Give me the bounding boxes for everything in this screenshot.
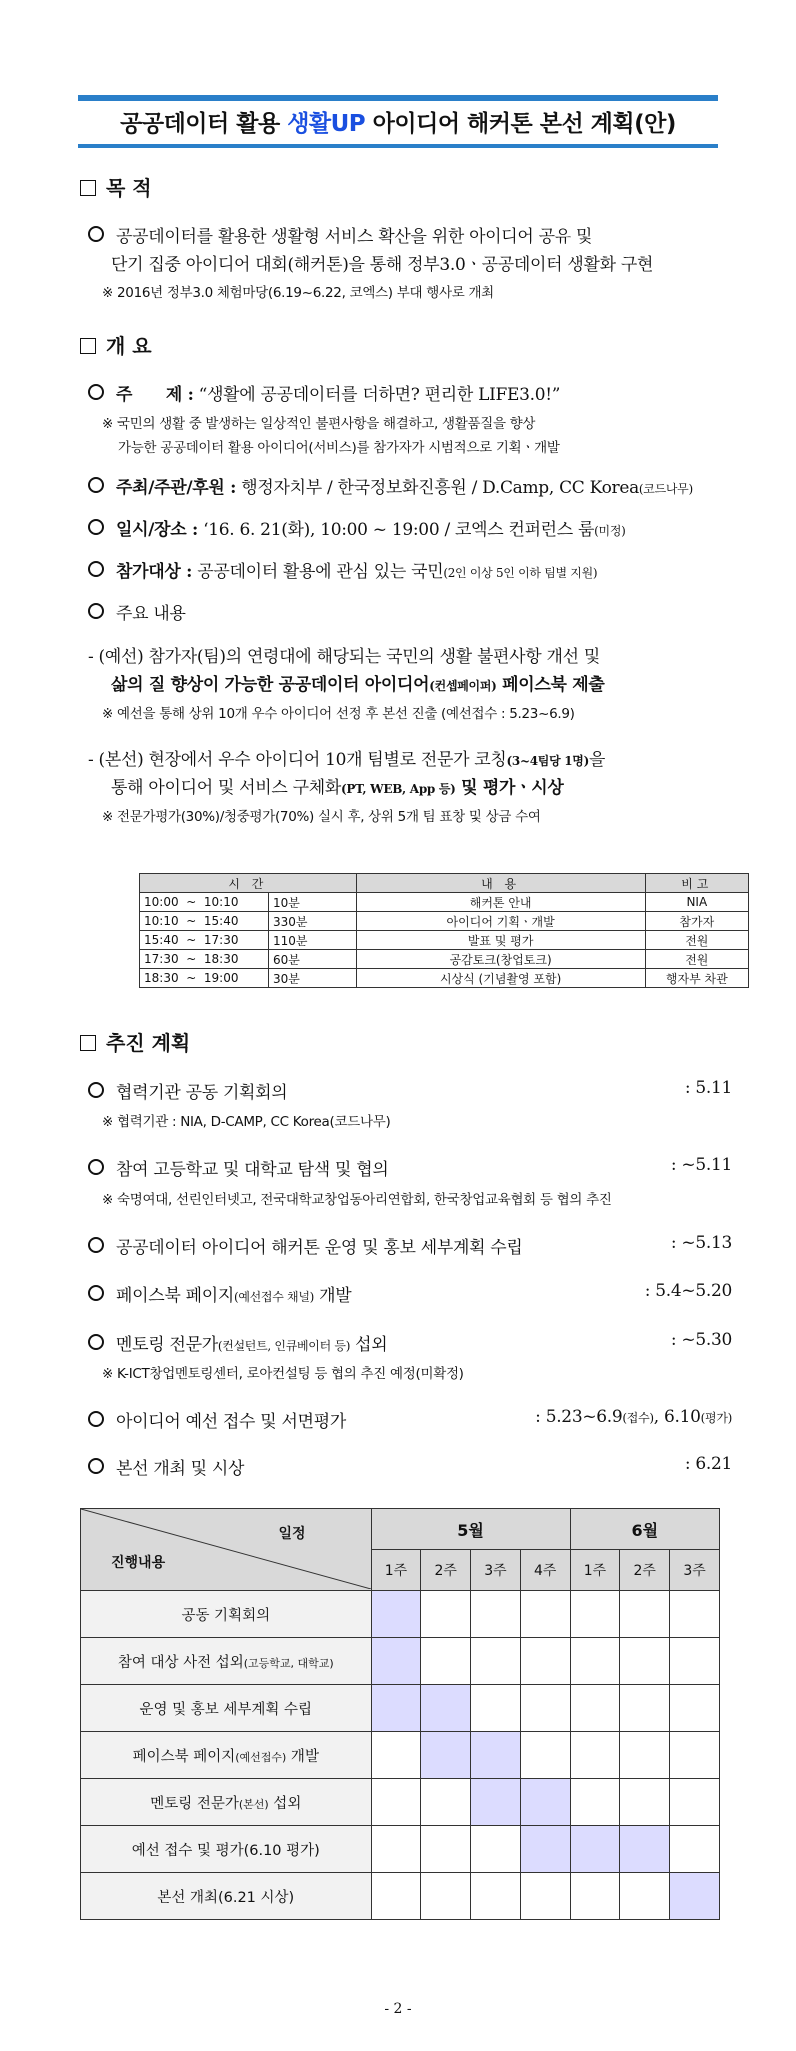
plan-item-4: 페이스북 페이지(예선접수 채널) 개발 : 5.4~5.20 — [88, 1281, 728, 1306]
gantt-cell-active — [421, 1685, 471, 1732]
row-note: NIA — [645, 893, 748, 912]
gantt-cell-empty — [371, 1873, 421, 1920]
header-content: 내 용 — [356, 874, 645, 893]
page-number: - 2 - — [384, 2001, 412, 2017]
row-duration: 110분 — [269, 931, 357, 950]
gantt-cell-empty — [471, 1873, 521, 1920]
preliminary-line-1: - (예선) 참가자(팀)의 연령대에 해당되는 국민의 생활 불편사항 개선 및 — [88, 647, 601, 667]
gantt-cell-empty — [421, 1826, 471, 1873]
gantt-cell-empty — [471, 1826, 521, 1873]
plan-item-1: 협력기관 공동 기획회의 : 5.11 — [88, 1078, 728, 1103]
gantt-cell-empty — [670, 1732, 720, 1779]
target-line: 참가대상 : 공공데이터 활용에 관심 있는 국민(2인 이상 5인 이하 팀별 지원) — [88, 557, 597, 582]
gantt-cell-empty — [421, 1873, 471, 1920]
gantt-table — [80, 1508, 720, 1920]
gantt-task-name: 멘토링 전문가(본선) 섭외 — [81, 1779, 372, 1826]
plan-item-1-date: : 5.11 — [684, 1078, 732, 1098]
title-bottom-rule — [78, 144, 718, 148]
table-row — [140, 893, 749, 912]
gantt-task-row — [81, 1873, 720, 1920]
gantt-cell-empty — [421, 1638, 471, 1685]
row-time: 10:10 ~ 15:40 — [140, 912, 269, 931]
gantt-corner-task: 진행내용 — [111, 1555, 166, 1571]
theme-note-2: 가능한 공공데이터 활용 아이디어(서비스)를 참가자가 시범적으로 기획ㆍ개발 — [118, 440, 560, 456]
purpose-line-1: 공공데이터를 활용한 생활형 서비스 확산을 위한 아이디어 공유 및 — [88, 222, 592, 247]
table-row — [140, 950, 749, 969]
gantt-week-header: 3주 — [471, 1550, 521, 1591]
gantt-corner-schedule: 일정 — [278, 1526, 306, 1542]
gantt-cell-empty — [520, 1591, 570, 1638]
gantt-task-row — [81, 1685, 720, 1732]
checkbox-icon — [80, 338, 96, 354]
row-time: 18:30 ~ 19:00 — [140, 969, 269, 988]
gantt-cell-empty — [471, 1685, 521, 1732]
gantt-task-name: 운영 및 홍보 세부계획 수립 — [81, 1685, 372, 1732]
gantt-cell-empty — [471, 1591, 521, 1638]
hollow-circle-icon — [88, 384, 104, 400]
gantt-cell-active — [371, 1685, 421, 1732]
gantt-cell-empty — [620, 1779, 670, 1826]
table-row — [140, 912, 749, 931]
gantt-task-row — [81, 1826, 720, 1873]
table-row — [140, 969, 749, 988]
row-content: 발표 및 평가 — [356, 931, 645, 950]
gantt-cell-empty — [520, 1873, 570, 1920]
gantt-cell-empty — [520, 1638, 570, 1685]
row-note: 전원 — [645, 931, 748, 950]
diagonal-line — [81, 1509, 371, 1589]
gantt-cell-active — [570, 1826, 620, 1873]
gantt-cell-empty — [670, 1685, 720, 1732]
plan-item-5-note: ※ K-ICT창업멘토링센터, 로아컨설팅 등 협의 추진 예정(미확정) — [102, 1366, 464, 1382]
table-row — [140, 931, 749, 950]
row-time: 15:40 ~ 17:30 — [140, 931, 269, 950]
gantt-task-row — [81, 1779, 720, 1826]
gantt-cell-empty — [620, 1873, 670, 1920]
day-schedule-table — [139, 873, 749, 988]
hollow-circle-icon — [88, 1285, 104, 1301]
row-duration: 30분 — [269, 969, 357, 988]
date-line: 일시/장소 : ‘16. 6. 21(화), 10:00 ~ 19:00 / 코엑스 컨퍼런스 룸(미정) — [88, 515, 626, 540]
plan-item-6: 아이디어 예선 접수 및 서면평가 : 5.23~6.9(접수), 6.10(평가) — [88, 1407, 728, 1432]
gantt-cell-empty — [471, 1638, 521, 1685]
gantt-cell-active — [520, 1826, 570, 1873]
row-time: 17:30 ~ 18:30 — [140, 950, 269, 969]
gantt-week-header: 4주 — [520, 1550, 570, 1591]
gantt-cell-empty — [371, 1732, 421, 1779]
hollow-circle-icon — [88, 603, 104, 619]
row-time: 10:00 ~ 10:10 — [140, 893, 269, 912]
gantt-cell-empty — [670, 1779, 720, 1826]
final-line-2: 통해 아이디어 및 서비스 구체화(PT, WEB, App 등) 및 평가ㆍ시상 — [111, 778, 564, 798]
gantt-cell-active — [471, 1732, 521, 1779]
gantt-cell-active — [520, 1779, 570, 1826]
section-heading-overview: 개 요 — [80, 330, 152, 359]
gantt-cell-empty — [570, 1732, 620, 1779]
hollow-circle-icon — [88, 1237, 104, 1253]
hollow-circle-icon — [88, 519, 104, 535]
gantt-task-name: 페이스북 페이지(예선접수) 개발 — [81, 1732, 372, 1779]
hollow-circle-icon — [88, 561, 104, 577]
gantt-cell-empty — [670, 1591, 720, 1638]
gantt-week-header: 1주 — [570, 1550, 620, 1591]
gantt-cell-empty — [570, 1591, 620, 1638]
gantt-cell-empty — [371, 1779, 421, 1826]
gantt-cell-empty — [570, 1779, 620, 1826]
gantt-cell-empty — [670, 1638, 720, 1685]
gantt-week-header: 1주 — [371, 1550, 421, 1591]
row-content: 해커톤 안내 — [356, 893, 645, 912]
plan-item-5-date: : ~5.30 — [670, 1330, 732, 1350]
row-content: 시상식 (기념촬영 포함) — [356, 969, 645, 988]
host-line: 주최/주관/후원 : 행정자치부 / 한국정보화진흥원 / D.Camp, CC Korea(코드나무) — [88, 473, 693, 498]
hollow-circle-icon — [88, 477, 104, 493]
plan-item-2-note: ※ 숙명여대, 선린인터넷고, 전국대학교창업동아리연합회, 한국창업교육협회 등 협의 추진 — [102, 1192, 612, 1208]
gantt-cell-empty — [570, 1873, 620, 1920]
gantt-cell-empty — [421, 1779, 471, 1826]
plan-item-7-date: : 6.21 — [684, 1454, 732, 1474]
gantt-cell-active — [620, 1826, 670, 1873]
gantt-cell-empty — [421, 1591, 471, 1638]
gantt-month-june: 6월 — [570, 1509, 719, 1550]
gantt-corner-cell — [81, 1509, 372, 1591]
plan-item-6-date: : 5.23~6.9(접수), 6.10(평가) — [535, 1407, 732, 1427]
plan-item-4-date: : 5.4~5.20 — [644, 1281, 732, 1301]
gantt-cell-active — [471, 1779, 521, 1826]
plan-item-2-date: : ~5.11 — [670, 1155, 732, 1175]
checkbox-icon — [80, 180, 96, 196]
gantt-cell-empty — [620, 1732, 670, 1779]
theme-line: 주 제 : “생활에 공공데이터를 더하면? 편리한 LIFE3.0!” — [88, 380, 560, 405]
plan-item-1-note: ※ 협력기관 : NIA, D-CAMP, CC Korea(코드나무) — [102, 1114, 391, 1130]
row-content: 공감토크(창업토크) — [356, 950, 645, 969]
gantt-task-row — [81, 1732, 720, 1779]
row-duration: 330분 — [269, 912, 357, 931]
gantt-week-header: 2주 — [421, 1550, 471, 1591]
gantt-cell-empty — [520, 1732, 570, 1779]
row-content: 아이디어 기획ㆍ개발 — [356, 912, 645, 931]
gantt-cell-empty — [570, 1638, 620, 1685]
header-time: 시 간 — [140, 874, 357, 893]
title-top-rule — [78, 95, 718, 101]
gantt-task-name: 본선 개최(6.21 시상) — [81, 1873, 372, 1920]
plan-item-5: 멘토링 전문가(컨설턴트, 인큐베이터 등) 섭외 : ~5.30 — [88, 1330, 728, 1355]
hollow-circle-icon — [88, 226, 104, 242]
gantt-cell-active — [371, 1591, 421, 1638]
gantt-cell-empty — [620, 1638, 670, 1685]
schedule-header-row — [140, 874, 749, 893]
gantt-task-name: 예선 접수 및 평가(6.10 평가) — [81, 1826, 372, 1873]
hollow-circle-icon — [88, 1159, 104, 1175]
section-heading-purpose: 목 적 — [80, 172, 152, 201]
gantt-task-row — [81, 1591, 720, 1638]
gantt-week-header: 3주 — [670, 1550, 720, 1591]
content-line: 주요 내용 — [88, 599, 186, 624]
gantt-cell-empty — [620, 1685, 670, 1732]
gantt-cell-active — [421, 1732, 471, 1779]
preliminary-note: ※ 예선을 통해 상위 10개 우수 아이디어 선정 후 본선 진출 (예선접수 : 5.23~6.9) — [102, 706, 575, 722]
gantt-task-row — [81, 1638, 720, 1685]
gantt-cell-empty — [620, 1591, 670, 1638]
plan-item-3: 공공데이터 아이디어 해커톤 운영 및 홍보 세부계획 수립 : ~5.13 — [88, 1233, 728, 1258]
plan-item-2: 참여 고등학교 및 대학교 탐색 및 협의 : ~5.11 — [88, 1155, 728, 1180]
gantt-month-may: 5월 — [371, 1509, 570, 1550]
row-duration: 60분 — [269, 950, 357, 969]
hollow-circle-icon — [88, 1458, 104, 1474]
gantt-cell-empty — [670, 1826, 720, 1873]
preliminary-line-2: 삶의 질 향상이 가능한 공공데이터 아이디어(컨셉페이퍼) 페이스북 제출 — [111, 675, 605, 695]
gantt-cell-empty — [371, 1826, 421, 1873]
section-heading-plan: 추진 계획 — [80, 1027, 190, 1056]
final-note: ※ 전문가평가(30%)/청중평가(70%) 실시 후, 상위 5개 팀 표창 및 상금 수여 — [102, 809, 541, 825]
hollow-circle-icon — [88, 1334, 104, 1350]
plan-item-3-date: : ~5.13 — [670, 1233, 732, 1253]
row-duration: 10분 — [269, 893, 357, 912]
gantt-cell-active — [670, 1873, 720, 1920]
gantt-task-name: 공동 기획회의 — [81, 1591, 372, 1638]
final-line-1: - (본선) 현장에서 우수 아이디어 10개 팀별로 전문가 코칭(3~4팀당 1명)을 — [88, 750, 606, 770]
plan-item-7: 본선 개최 및 시상 : 6.21 — [88, 1454, 728, 1479]
purpose-line-2: 단기 집중 아이디어 대회(해커톤)을 통해 정부3.0ㆍ공공데이터 생활화 구현 — [111, 255, 654, 275]
gantt-cell-empty — [520, 1685, 570, 1732]
header-note: 비고 — [645, 874, 748, 893]
gantt-cell-active — [371, 1638, 421, 1685]
row-note: 참가자 — [645, 912, 748, 931]
gantt-week-header: 2주 — [620, 1550, 670, 1591]
row-note: 전원 — [645, 950, 748, 969]
row-note: 행자부 차관 — [645, 969, 748, 988]
checkbox-icon — [80, 1035, 96, 1051]
purpose-note: ※ 2016년 정부3.0 체험마당(6.19~6.22, 코엑스) 부대 행사로 개최 — [102, 285, 494, 301]
hollow-circle-icon — [88, 1082, 104, 1098]
hollow-circle-icon — [88, 1411, 104, 1427]
gantt-task-name: 참여 대상 사전 섭외(고등학교, 대학교) — [81, 1638, 372, 1685]
gantt-cell-empty — [570, 1685, 620, 1732]
page-title: 공공데이터 활용 생활UP 아이디어 해커톤 본선 계획(안) — [120, 111, 676, 137]
theme-note-1: ※ 국민의 생활 중 발생하는 일상적인 불편사항을 해결하고, 생활품질을 향상 — [102, 416, 536, 432]
